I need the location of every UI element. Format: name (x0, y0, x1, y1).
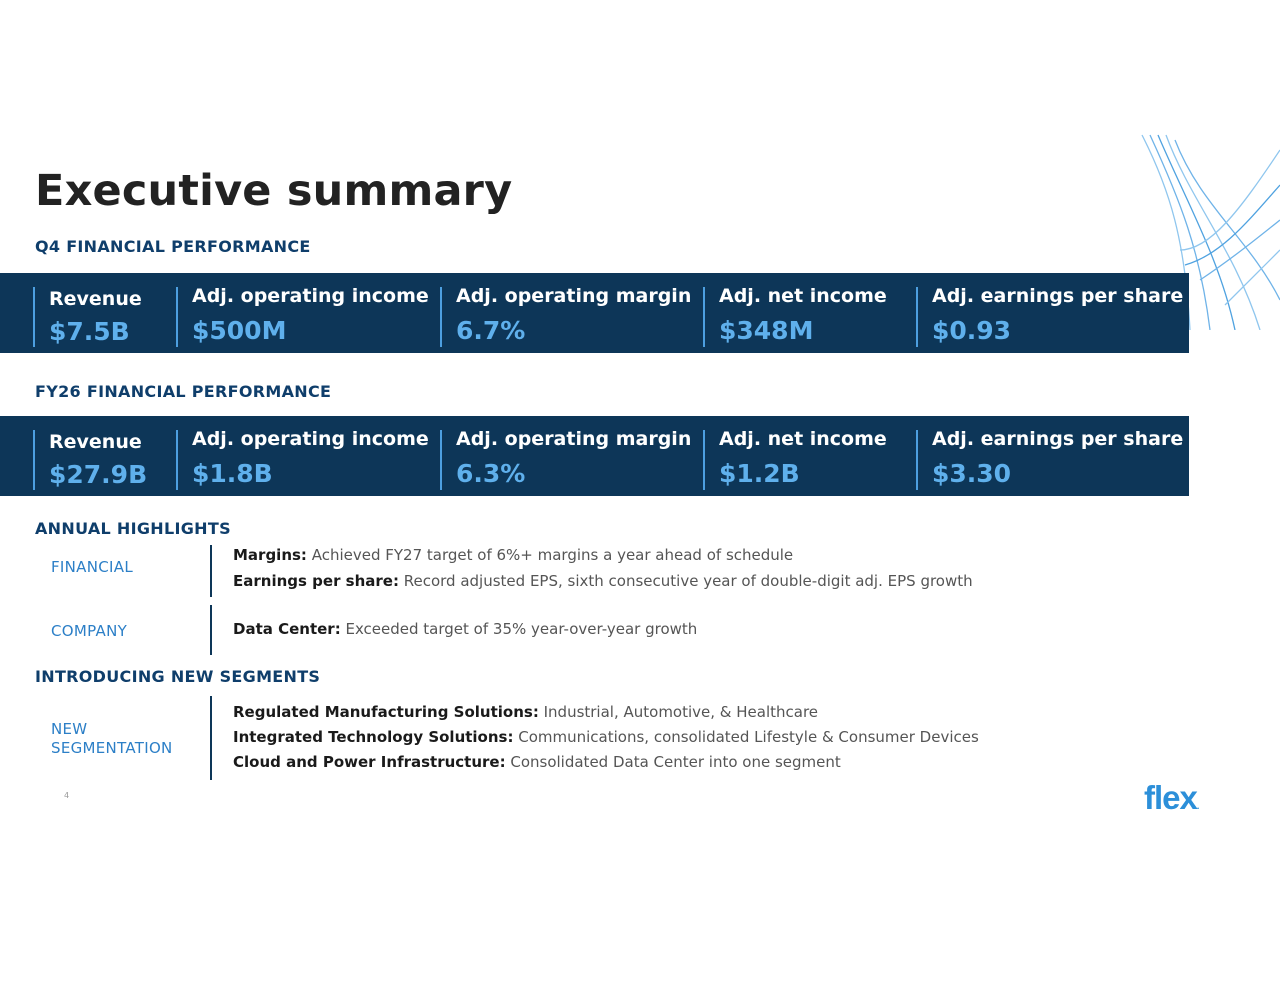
metric-label: Adj. net income (719, 428, 887, 450)
logo-text: flex (1144, 779, 1197, 816)
fy26-section-heading: FY26 FINANCIAL PERFORMANCE (35, 382, 332, 401)
metric-value: $0.93 (932, 316, 1012, 345)
financial-divider (210, 545, 212, 597)
metric-label: Adj. operating income (192, 428, 429, 450)
metric-label: Adj. operating income (192, 285, 429, 307)
financial-category-label: FINANCIAL (51, 558, 133, 576)
metric-label: Revenue (49, 431, 142, 453)
segment-text: Industrial, Automotive, & Healthcare (538, 703, 819, 721)
highlight-eps (233, 571, 973, 591)
metric-value: $1.2B (719, 459, 800, 488)
highlight-lead: Earnings per share: (233, 572, 399, 590)
highlight-lead: Margins: (233, 546, 307, 564)
fy26-metric-adj-net-income (703, 430, 887, 490)
metric-value: $7.5B (49, 317, 130, 346)
segmentation-category-line1: NEW (51, 720, 88, 738)
q4-metrics-band (0, 273, 1189, 353)
segment-lead: Integrated Technology Solutions: (233, 728, 514, 746)
new-segments-heading: INTRODUCING NEW SEGMENTS (35, 667, 321, 686)
metric-value: 6.7% (456, 316, 526, 345)
segment-regulated-manufacturing (233, 702, 818, 722)
metric-value: $1.8B (192, 459, 273, 488)
segment-integrated-technology (233, 727, 979, 747)
metric-value: $348M (719, 316, 814, 345)
page-title: Executive summary (35, 166, 513, 216)
metric-value: $500M (192, 316, 287, 345)
segment-text: Communications, consolidated Lifestyle & Consumer Devices (513, 728, 979, 746)
metric-label: Adj. earnings per share (932, 285, 1184, 307)
segmentation-category-line2: SEGMENTATION (51, 739, 173, 757)
metric-value: $27.9B (49, 460, 148, 489)
q4-metric-adj-net-income (703, 287, 887, 347)
highlight-text: Record adjusted EPS, sixth consecutive year of double-digit adj. EPS growth (398, 572, 973, 590)
segment-lead: Cloud and Power Infrastructure: (233, 753, 506, 771)
company-category-label: COMPANY (51, 622, 128, 640)
metric-value: 6.3% (456, 459, 526, 488)
page-number: 4 (64, 791, 70, 800)
fy26-metrics-band (0, 416, 1189, 496)
metric-label: Adj. operating margin (456, 285, 692, 307)
fy26-metric-revenue (33, 430, 147, 490)
fy26-metric-adj-eps (916, 430, 1183, 490)
metric-value: $3.30 (932, 459, 1012, 488)
company-divider (210, 605, 212, 655)
q4-metric-adj-operating-income (176, 287, 429, 347)
metric-label: Revenue (49, 288, 142, 310)
highlight-text: Exceeded target of 35% year-over-year growth (340, 620, 698, 638)
highlight-data-center (233, 619, 697, 639)
highlight-lead: Data Center: (233, 620, 341, 638)
q4-metric-adj-operating-margin (440, 287, 691, 347)
q4-metric-adj-eps (916, 287, 1183, 347)
highlight-text: Achieved FY27 target of 6%+ margins a year ahead of schedule (306, 546, 794, 564)
segment-lead: Regulated Manufacturing Solutions: (233, 703, 539, 721)
segment-cloud-power (233, 752, 841, 772)
logo-mark: . (1196, 801, 1200, 811)
fy26-metric-adj-operating-income (176, 430, 429, 490)
flex-logo (1144, 781, 1199, 814)
metric-label: Adj. operating margin (456, 428, 692, 450)
segmentation-divider (210, 696, 212, 780)
q4-metric-revenue (33, 287, 142, 347)
metric-label: Adj. net income (719, 285, 887, 307)
fy26-metric-adj-operating-margin (440, 430, 691, 490)
segment-text: Consolidated Data Center into one segment (505, 753, 841, 771)
annual-highlights-heading: ANNUAL HIGHLIGHTS (35, 519, 231, 538)
metric-label: Adj. earnings per share (932, 428, 1184, 450)
highlight-margins (233, 545, 793, 565)
q4-section-heading: Q4 FINANCIAL PERFORMANCE (35, 237, 311, 256)
